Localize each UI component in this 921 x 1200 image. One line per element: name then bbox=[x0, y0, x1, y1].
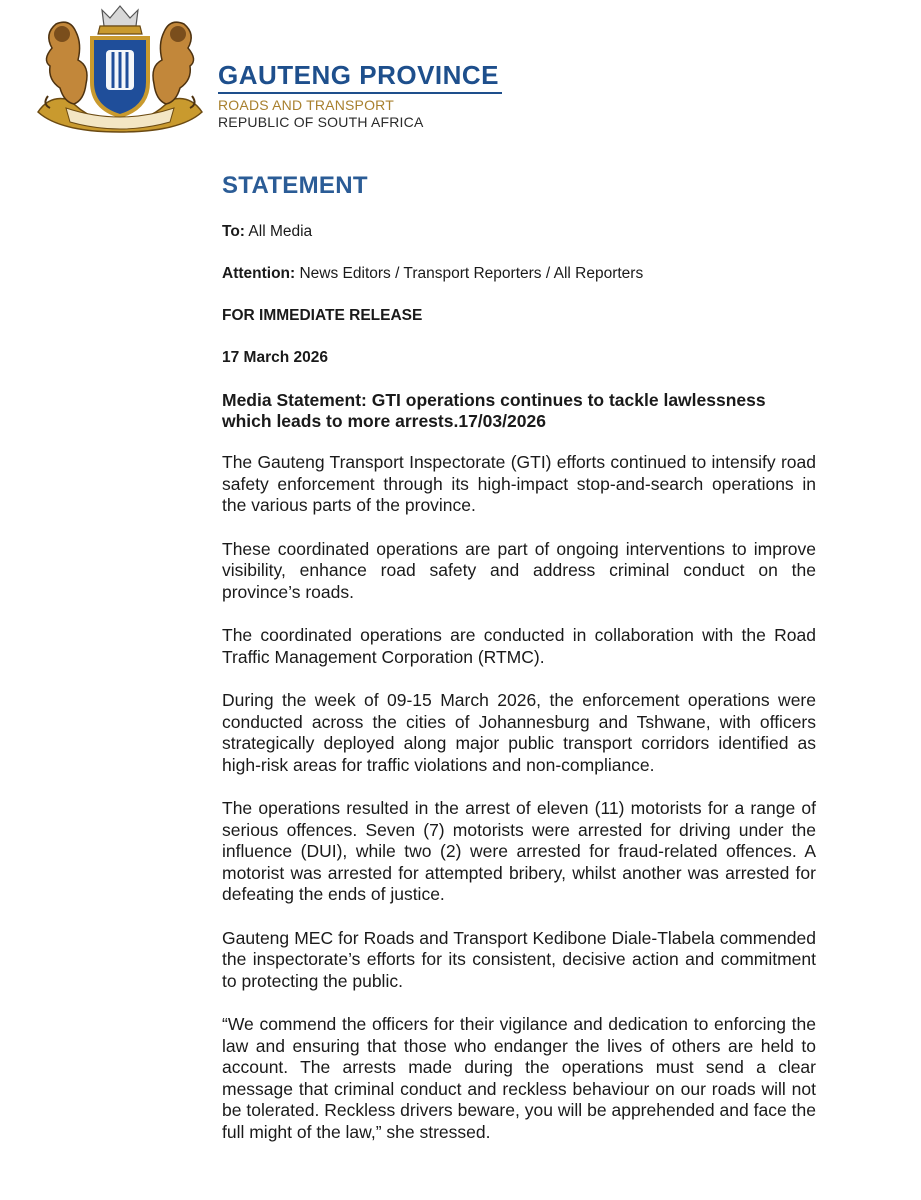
statement-date: 17 March 2026 bbox=[222, 349, 328, 366]
to-line bbox=[222, 222, 816, 241]
body-paragraph: The operations resulted in the arrest of eleven (11) motorists for a range of serious offences. Seven (7) motorists were arrested for driving under the influence (DUI), while two (2) were arrested for fraud-related offences. A motorist was arrested for attempted bribery, whilst another was arrested for defeating the ends of justice. bbox=[222, 798, 816, 904]
body-paragraph: The coordinated operations are conducted in collaboration with the Road Traffic Management Corporation (RTMC). bbox=[222, 625, 816, 667]
body-paragraph: The Gauteng Transport Inspectorate (GTI) efforts continued to intensify road safety enforcement through its high-impact stop-and-search operations in the various parts of the province. bbox=[222, 452, 816, 515]
document-type-heading: STATEMENT bbox=[222, 172, 368, 199]
country-name: REPUBLIC OF SOUTH AFRICA bbox=[218, 114, 424, 130]
release-line: FOR IMMEDIATE RELEASE bbox=[222, 307, 423, 324]
body-paragraph-quote: “We commend the officers for their vigilance and dedication to enforcing the law and ensuring that those who endanger the lives of others are held to account. The arrests made during the operations must send a clear message that criminal conduct and reckless behaviour on our roads will not be tolerated. Reckless drivers beware, you will be apprehended and face the full might of the law,” she stressed. bbox=[222, 1014, 816, 1142]
header-divider bbox=[218, 92, 502, 94]
body-paragraph: These coordinated operations are part of ongoing interventions to improve visibility, enhance road safety and address criminal conduct on the province’s roads. bbox=[222, 538, 816, 602]
statement-headline: Media Statement: GTI operations continues to tackle lawlessness which leads to more arrests.17/03/2026 bbox=[222, 390, 766, 431]
body-paragraph: During the week of 09-15 March 2026, the enforcement operations were conducted across the cities of Johannesburg and Tshwane, with officers strategically deployed along major public transport corridors identified as high-risk areas for traffic violations and non-compliance. bbox=[222, 690, 816, 775]
coat-of-arms-icon bbox=[30, 4, 210, 136]
department-name: ROADS AND TRANSPORT bbox=[218, 97, 394, 113]
attention-label: Attention: bbox=[222, 265, 296, 282]
attention-line bbox=[222, 264, 816, 283]
attention-value: News Editors / Transport Reporters / All Reporters bbox=[299, 265, 644, 282]
to-value: All Media bbox=[248, 223, 313, 240]
letterhead bbox=[0, 0, 921, 150]
body-paragraph: Gauteng MEC for Roads and Transport Kedibone Diale-Tlabela commended the inspectorate’s efforts for its consistent, decisive action and commitment to protecting the public. bbox=[222, 927, 816, 991]
org-title: GAUTENG PROVINCE bbox=[218, 60, 500, 90]
to-label: To: bbox=[222, 223, 245, 240]
statement-body bbox=[222, 172, 816, 1165]
